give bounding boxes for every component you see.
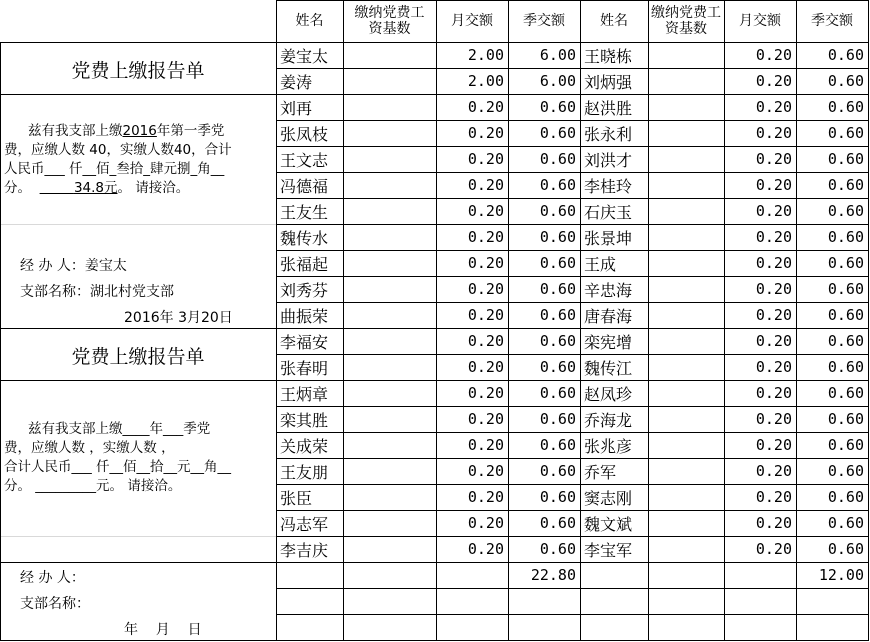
- left-quarterly-cell: 0.60: [539, 254, 576, 272]
- right-quarterly-cell: 0.60: [827, 358, 864, 376]
- right-quarterly-cell: 0.60: [827, 332, 864, 350]
- right-name-cell: 魏文斌: [584, 514, 633, 534]
- left-quarterly-cell: 0.60: [539, 280, 576, 298]
- left-quarterly-cell: 0.60: [539, 462, 576, 480]
- report1-handler-label: 经 办 人：: [20, 258, 85, 274]
- grid-hline: [0, 328, 276, 329]
- right-name-cell: 栾宪增: [584, 332, 633, 352]
- grid-hline: [276, 614, 869, 615]
- report1-year: 2016: [122, 123, 157, 139]
- right-monthly-cell: 0.20: [755, 384, 792, 402]
- left-monthly-cell: 0.20: [467, 410, 504, 428]
- header-wage-base-left: 缴纳党费工资基数: [354, 5, 425, 37]
- report1-handler-name: 姜宝太: [84, 258, 127, 274]
- left-quarterly-cell: 0.60: [539, 436, 576, 454]
- left-monthly-cell: 0.20: [467, 228, 504, 246]
- right-monthly-cell: 0.20: [755, 462, 792, 480]
- right-monthly-cell: 0.20: [755, 176, 792, 194]
- right-name-cell: 乔海龙: [584, 410, 633, 430]
- grid-hline: [0, 562, 276, 563]
- left-name-cell: 王炳章: [280, 384, 329, 404]
- right-monthly-cell: 0.20: [755, 280, 792, 298]
- left-name-cell: 曲振荣: [280, 306, 329, 326]
- report1-branch: [20, 281, 270, 301]
- right-quarterly-cell: 0.60: [827, 176, 864, 194]
- right-quarterly-cell: 0.60: [827, 254, 864, 272]
- right-name-cell: 刘炳强: [584, 72, 633, 92]
- header-quarterly-right: 季交额: [811, 13, 853, 29]
- grid-vline: [648, 0, 649, 641]
- right-quarterly-cell: 0.60: [827, 462, 864, 480]
- header-monthly-left: 月交额: [451, 13, 493, 29]
- right-monthly-cell: 0.20: [755, 254, 792, 272]
- left-monthly-cell: 0.20: [467, 280, 504, 298]
- right-quarterly-cell: 0.60: [827, 280, 864, 298]
- right-name-cell: 张兆彦: [584, 436, 633, 456]
- report1-body: [4, 122, 276, 202]
- report2-line3: 合计人民币___ 仟__佰__拾__元__角__: [4, 459, 232, 475]
- left-name-cell: 张福起: [280, 254, 329, 274]
- right-name-cell: 张景坤: [584, 228, 633, 248]
- left-quarterly-cell: 0.60: [539, 358, 576, 376]
- right-name-cell: 王晓栋: [584, 46, 633, 66]
- grid-hline: [276, 640, 869, 641]
- right-monthly-cell: 0.20: [755, 46, 792, 64]
- right-quarterly-cell: 0.60: [827, 124, 864, 142]
- left-name-cell: 冯志军: [280, 514, 329, 534]
- left-quarterly-cell: 0.60: [539, 176, 576, 194]
- left-monthly-cell: 0.20: [467, 514, 504, 532]
- right-quarterly-cell: 0.60: [827, 514, 864, 532]
- left-monthly-cell: 0.20: [467, 306, 504, 324]
- left-name-cell: 栾其胜: [280, 410, 329, 430]
- left-name-cell: 李吉庆: [280, 540, 329, 560]
- report2-date: 年 月 日: [124, 622, 202, 638]
- left-monthly-cell: 0.20: [467, 98, 504, 116]
- right-monthly-cell: 0.20: [755, 332, 792, 350]
- report1-date: 2016年 3月20日: [124, 310, 233, 326]
- grid-hline: [0, 224, 276, 225]
- report2-line2: 费，应缴人数 ，实缴人数 ，: [4, 440, 175, 456]
- report1-line4-prefix: 分。: [4, 180, 31, 196]
- right-monthly-cell: 0.20: [755, 410, 792, 428]
- right-name-cell: 李桂玲: [584, 176, 633, 196]
- right-name-cell: 李宝军: [584, 540, 633, 560]
- grid-hline: [0, 94, 276, 95]
- grid-vline: [868, 0, 869, 641]
- left-monthly-cell: 0.20: [467, 254, 504, 272]
- right-monthly-cell: 0.20: [755, 124, 792, 142]
- left-monthly-cell: 0.20: [467, 332, 504, 350]
- right-quarterly-cell: 0.60: [827, 150, 864, 168]
- report1-branch-name: 湖北村党支部: [90, 284, 174, 300]
- left-quarterly-cell: 0.60: [539, 514, 576, 532]
- right-monthly-cell: 0.20: [755, 150, 792, 168]
- grid-hline: [276, 0, 869, 1]
- right-name-cell: 乔军: [584, 462, 617, 482]
- header-wage-base-right: 缴纳党费工资基数: [651, 5, 721, 37]
- left-name-cell: 关成荣: [280, 436, 329, 456]
- left-monthly-cell: 0.20: [467, 150, 504, 168]
- left-quarterly-cell: 6.00: [539, 72, 576, 90]
- report1-amount: 34.8元: [73, 180, 118, 196]
- right-quarterly-cell: 0.60: [827, 46, 864, 64]
- left-name-cell: 冯德福: [280, 176, 329, 196]
- left-monthly-cell: 2.00: [467, 72, 504, 90]
- right-quarterly-cell: 0.60: [827, 410, 864, 428]
- right-name-cell: 赵洪胜: [584, 98, 633, 118]
- report1-handler: [20, 255, 270, 275]
- report1-line1-prefix: 兹有我支部上缴: [28, 123, 123, 139]
- right-name-cell: 张永利: [584, 124, 633, 144]
- total-quarterly-right: 12.00: [818, 566, 864, 584]
- left-name-cell: 王友朋: [280, 462, 329, 482]
- right-name-cell: 石庆玉: [584, 202, 633, 222]
- report1-title: 党费上缴报告单: [71, 60, 205, 82]
- left-name-cell: 刘秀芬: [280, 280, 329, 300]
- report2-branch-label: 支部名称：: [20, 596, 90, 612]
- right-monthly-cell: 0.20: [755, 358, 792, 376]
- left-monthly-cell: 0.20: [467, 540, 504, 558]
- right-quarterly-cell: 0.60: [827, 488, 864, 506]
- right-name-cell: 刘洪才: [584, 150, 633, 170]
- grid-hline: [0, 640, 276, 641]
- right-name-cell: 赵凤珍: [584, 384, 633, 404]
- header-name-right: 姓名: [600, 13, 628, 29]
- left-quarterly-cell: 0.60: [539, 150, 576, 168]
- right-quarterly-cell: 0.60: [827, 202, 864, 220]
- report2-body: [4, 420, 276, 500]
- header-quarterly-left: 季交额: [523, 13, 565, 29]
- left-monthly-cell: 0.20: [467, 488, 504, 506]
- left-quarterly-cell: 0.60: [539, 332, 576, 350]
- header-monthly-right: 月交额: [739, 13, 781, 29]
- total-quarterly-left: 22.80: [530, 566, 576, 584]
- left-name-cell: 张凤枝: [280, 124, 329, 144]
- left-quarterly-cell: 0.60: [539, 98, 576, 116]
- left-name-cell: 刘再: [280, 98, 313, 118]
- left-quarterly-cell: 6.00: [539, 46, 576, 64]
- right-quarterly-cell: 0.60: [827, 306, 864, 324]
- left-monthly-cell: 0.20: [467, 462, 504, 480]
- right-name-cell: 王成: [584, 254, 617, 274]
- report2-handler-label: 经 办 人：: [20, 570, 85, 586]
- right-name-cell: 魏传江: [584, 358, 633, 378]
- right-monthly-cell: 0.20: [755, 488, 792, 506]
- right-name-cell: 窦志刚: [584, 488, 633, 508]
- right-quarterly-cell: 0.60: [827, 540, 864, 558]
- right-quarterly-cell: 0.60: [827, 72, 864, 90]
- right-monthly-cell: 0.20: [755, 514, 792, 532]
- left-quarterly-cell: 0.60: [539, 384, 576, 402]
- header-name-left: 姓名: [295, 13, 324, 29]
- right-quarterly-cell: 0.60: [827, 228, 864, 246]
- grid-hline: [0, 536, 276, 537]
- left-quarterly-cell: 0.60: [539, 202, 576, 220]
- left-monthly-cell: 0.20: [467, 124, 504, 142]
- report1-line1-suffix: 年第一季党: [156, 123, 225, 139]
- grid-hline: [0, 380, 276, 381]
- report1-line3: 人民币___ 仟__佰_叁拾_肆元捌_角__: [4, 161, 225, 177]
- left-name-cell: 李福安: [280, 332, 329, 352]
- grid-hline: [276, 562, 869, 563]
- left-name-cell: 姜涛: [280, 72, 313, 92]
- left-quarterly-cell: 0.60: [539, 124, 576, 142]
- left-name-cell: 张臣: [280, 488, 313, 508]
- report1-branch-label: 支部名称：: [20, 284, 90, 300]
- left-name-cell: 王友生: [280, 202, 329, 222]
- right-monthly-cell: 0.20: [755, 72, 792, 90]
- report2-line4: 分。 _________元。 请接洽。: [4, 478, 182, 494]
- right-monthly-cell: 0.20: [755, 540, 792, 558]
- left-name-cell: 姜宝太: [280, 46, 329, 66]
- right-monthly-cell: 0.20: [755, 202, 792, 220]
- right-quarterly-cell: 0.60: [827, 98, 864, 116]
- right-monthly-cell: 0.20: [755, 436, 792, 454]
- left-quarterly-cell: 0.60: [539, 410, 576, 428]
- right-monthly-cell: 0.20: [755, 306, 792, 324]
- left-quarterly-cell: 0.60: [539, 228, 576, 246]
- grid-hline: [276, 588, 869, 589]
- grid-hline: [0, 42, 276, 43]
- grid-vline: [0, 42, 1, 641]
- left-monthly-cell: 0.20: [467, 358, 504, 376]
- report2-line1: 兹有我支部上缴____年___季党: [28, 421, 211, 437]
- left-name-cell: 王文志: [280, 150, 329, 170]
- left-monthly-cell: 0.20: [467, 384, 504, 402]
- grid-vline: [343, 0, 344, 641]
- report2-title: 党费上缴报告单: [71, 346, 205, 368]
- right-monthly-cell: 0.20: [755, 228, 792, 246]
- right-name-cell: 唐春海: [584, 306, 633, 326]
- left-quarterly-cell: 0.60: [539, 540, 576, 558]
- right-quarterly-cell: 0.60: [827, 436, 864, 454]
- left-name-cell: 张春明: [280, 358, 329, 378]
- report1-line2: 费，应缴人数 40，实缴人数40，合计: [4, 142, 232, 158]
- right-monthly-cell: 0.20: [755, 98, 792, 116]
- right-quarterly-cell: 0.60: [827, 384, 864, 402]
- left-quarterly-cell: 0.60: [539, 306, 576, 324]
- left-monthly-cell: 0.20: [467, 436, 504, 454]
- right-name-cell: 辛忠海: [584, 280, 633, 300]
- left-name-cell: 魏传水: [280, 228, 329, 248]
- left-monthly-cell: 0.20: [467, 176, 504, 194]
- left-monthly-cell: 2.00: [467, 46, 504, 64]
- report1-line4-suffix: 。 请接洽。: [117, 180, 190, 196]
- left-monthly-cell: 0.20: [467, 202, 504, 220]
- left-quarterly-cell: 0.60: [539, 488, 576, 506]
